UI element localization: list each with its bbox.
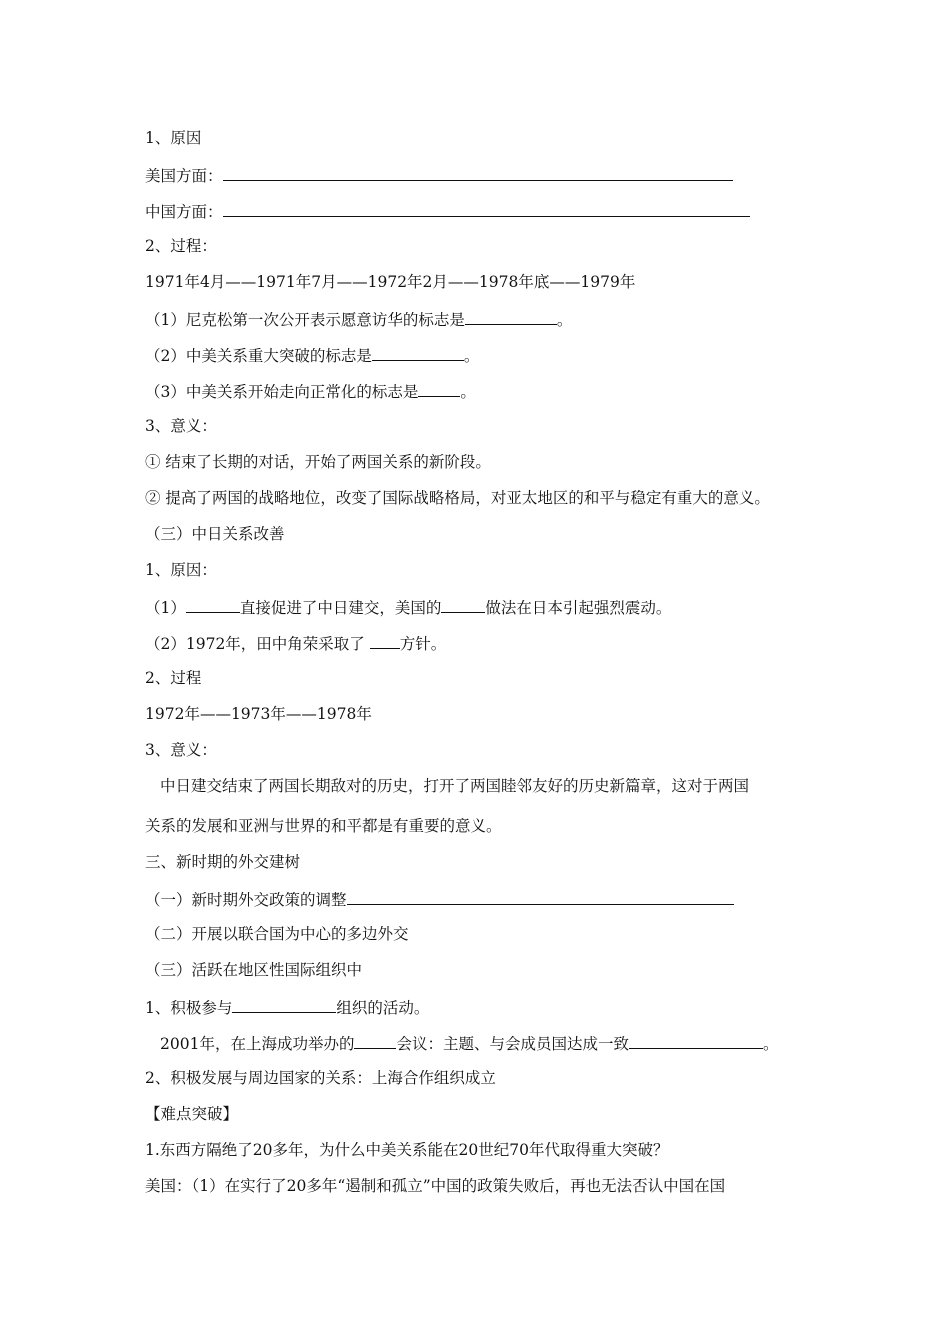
difficulty-question: 1.东西方隔绝了20多年，为什么中美关系能在20世纪70年代取得重大突破？ <box>145 1141 669 1159</box>
question-7-end: 。 <box>762 1035 779 1053</box>
subsection-regional: （三）活跃在地区性国际组织中 <box>145 961 363 979</box>
timeline-text-2: 1972年——1973年——1978年 <box>145 705 372 723</box>
us-side-line <box>145 164 733 186</box>
china-side-line <box>145 200 750 222</box>
question-7-text: 2001年，在上海成功举办的 <box>160 1035 355 1053</box>
question-2-text: （2）中美关系重大突破的标志是 <box>145 347 372 365</box>
question-4-text: 直接促进了中日建交，美国的 <box>239 599 442 617</box>
neighbor-relations: 2、积极发展与周边国家的关系：上海合作组织成立 <box>145 1069 496 1087</box>
question-1-text: （1）尼克松第一次公开表示愿意访华的标志是 <box>145 311 465 329</box>
question-1 <box>145 308 572 330</box>
question-3-end: 。 <box>460 383 476 401</box>
section-heading-process-2: 2、过程 <box>145 669 202 687</box>
question-6-text: 1、积极参与 <box>145 999 233 1017</box>
question-7-blank-2 <box>629 1032 763 1049</box>
china-side-blank <box>223 200 750 217</box>
significance-2: ② 提高了两国的战略地位，改变了国际战略格局，对亚太地区的和平与稳定有重大的意义。 <box>145 489 770 507</box>
question-2-end: 。 <box>463 347 480 365</box>
significance-1: ① 结束了长期的对话，开始了两国关系的新阶段。 <box>145 453 491 471</box>
paragraph-line-2: 关系的发展和亚洲与世界的和平都是有重要的意义。 <box>145 817 502 835</box>
subsection-policy-text: （一）新时期外交政策的调整 <box>145 891 347 909</box>
question-5-end: 方针。 <box>399 635 447 653</box>
question-4-blank-1 <box>186 596 240 613</box>
subsection-policy-blank <box>347 888 734 905</box>
paragraph-line-1: 中日建交结束了两国长期敌对的历史，打开了两国睦邻友好的历史新篇章，这对于两国 <box>160 777 750 795</box>
question-3-text: （3）中美关系开始走向正常化的标志是 <box>145 383 419 401</box>
question-7 <box>160 1032 778 1054</box>
section-heading-diplomacy: 三、新时期的外交建树 <box>145 853 301 871</box>
section-heading-reasons: 1、原因 <box>145 129 202 147</box>
section-heading-significance: 3、意义： <box>145 417 217 435</box>
question-2 <box>145 344 479 366</box>
section-heading-significance-2: 3、意义： <box>145 741 217 759</box>
question-7-blank-1 <box>354 1032 396 1049</box>
question-1-end: 。 <box>556 311 573 329</box>
timeline-text: 1971年4月——1971年7月——1972年2月——1978年底——1979年 <box>145 273 636 291</box>
question-4-number: （1） <box>145 599 186 617</box>
question-7-text-2: 会议：主题、与会成员国达成一致 <box>396 1035 629 1053</box>
question-4-end: 做法在日本引起强烈震动。 <box>485 599 672 617</box>
difficulty-heading: 【难点突破】 <box>145 1105 239 1123</box>
question-6-blank <box>232 996 336 1013</box>
subsection-sino-japan: （三）中日关系改善 <box>145 525 285 543</box>
question-1-blank <box>465 308 557 325</box>
difficulty-answer-us: 美国：（1）在实行了20多年“遏制和孤立”中国的政策失败后，再也无法否认中国在国 <box>145 1177 726 1195</box>
section-heading-process: 2、过程： <box>145 237 217 255</box>
question-2-blank <box>372 344 464 361</box>
china-side-label: 中国方面： <box>145 203 223 221</box>
question-4 <box>145 596 671 618</box>
question-5 <box>145 632 446 654</box>
question-5-blank <box>370 632 400 649</box>
question-6 <box>145 996 429 1018</box>
question-5-text: （2）1972年，田中角荣采取了 <box>145 635 370 653</box>
us-side-label: 美国方面： <box>145 167 223 185</box>
section-heading-reasons-2: 1、原因： <box>145 561 217 579</box>
question-6-end: 组织的活动。 <box>336 999 430 1017</box>
question-3 <box>145 380 476 402</box>
question-3-blank <box>418 380 460 397</box>
subsection-un: （二）开展以联合国为中心的多边外交 <box>145 925 409 943</box>
subsection-policy <box>145 888 734 910</box>
us-side-blank <box>223 164 733 181</box>
question-4-blank-2 <box>441 596 485 613</box>
